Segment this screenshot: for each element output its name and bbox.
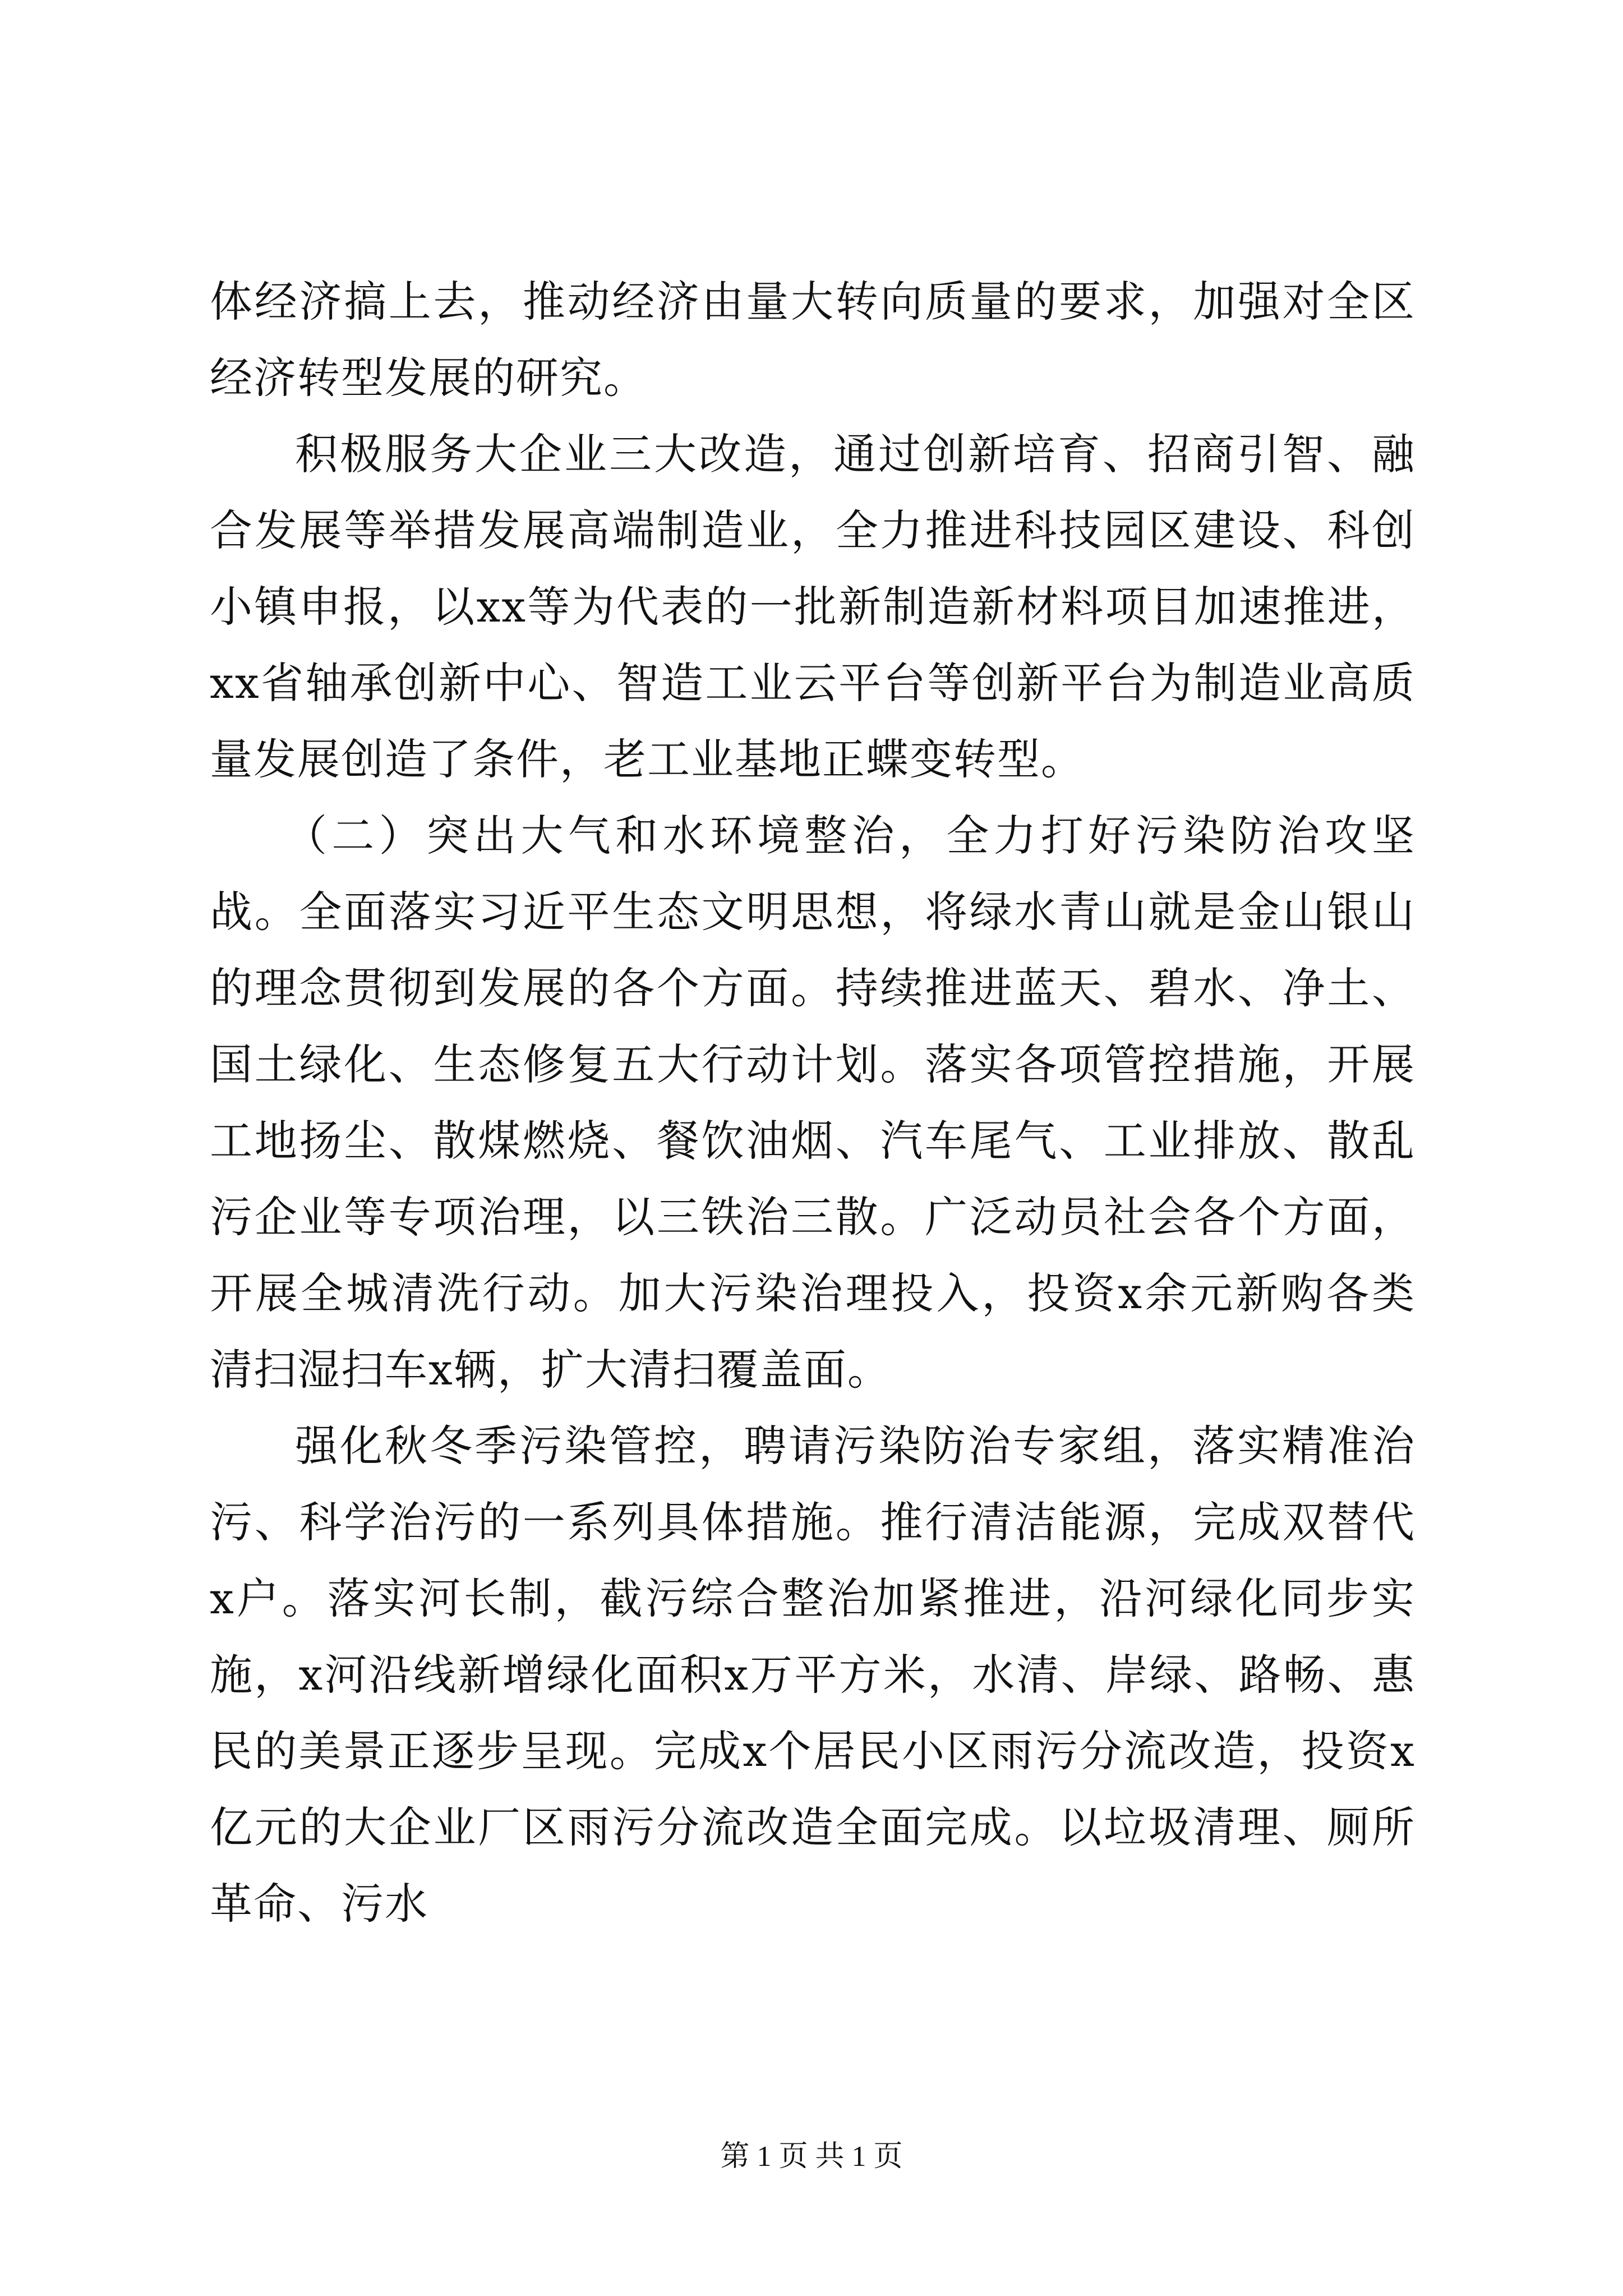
- paragraph-manufacturing: 积极服务大企业三大改造，通过创新培育、招商引智、融合发展等举措发展高端制造业，全力推进科技园区建设、科创小镇申报，以xx等为代表的一批新制造新材料项目加速推进，xx省轴承创新中心、智造工业云平台等创新平台为制造业高质量发展创造了条件，老工业基地正蝶变转型。: [210, 429, 1415, 784]
- paragraph-autumn-winter: 强化秋冬季污染管控，聘请污染防治专家组，落实精准治污、科学治污的一系列具体措施。推行清洁能源，完成双替代x户。落实河长制，截污综合整治加紧推进，沿河绿化同步实施，x河沿线新增绿化面积x万平方米，水清、岸绿、路畅、惠民的美景正逐步呈现。完成x个居民小区雨污分流改造，投资x亿元的大企业厂区雨污分流改造全面完成。以垃圾清理、厕所革命、污水: [210, 1421, 1415, 1929]
- paragraph-continuation: 体经济搞上去，推动经济由量大转向质量的要求，加强对全区经济转型发展的研究。: [210, 277, 1415, 403]
- paragraph-pollution-heading: （二）突出大气和水环境整治，全力打好污染防治攻坚战。全面落实习近平生态文明思想，将绿水青山就是金山银山的理念贯彻到发展的各个方面。持续推进蓝天、碧水、净土、国土绿化、生态修复五大行动计划。落实各项管控措施，开展工地扬尘、散煤燃烧、餐饮油烟、汽车尾气、工业排放、散乱污企业等专项治理，以三铁治三散。广泛动员社会各个方面，开展全城清洗行动。加大污染治理投入，投资x余元新购各类清扫湿扫车x辆，扩大清扫覆盖面。: [210, 811, 1415, 1395]
- document-body: [210, 264, 1415, 1942]
- page-footer: 第 1 页 共 1 页: [720, 2141, 903, 2173]
